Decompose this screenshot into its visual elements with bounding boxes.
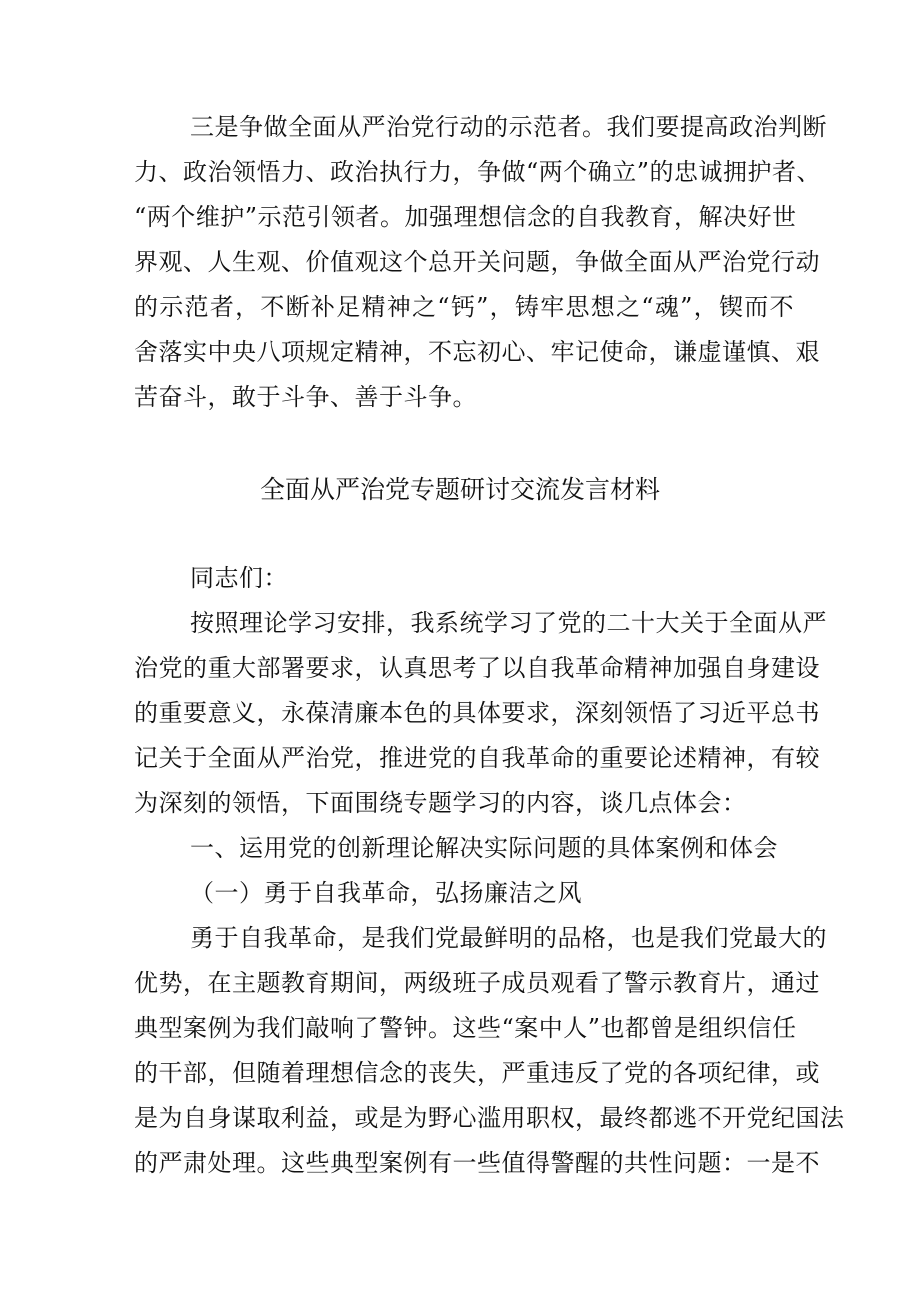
paragraph-2-line-5: 为深刻的领悟，下面围绕专题学习的内容，谈几点体会： [134,789,747,817]
paragraph-3-line-1: 勇于自我革命，是我们党最鲜明的品格，也是我们党最大的 [190,924,827,952]
paragraph-3-line-5: 是为自身谋取利益，或是为野心滥用职权，最终都逃不开党纪国法 [134,1104,845,1132]
paragraph-2-line-1: 按照理论学习安排，我系统学习了党的二十大关于全面从严 [190,609,827,637]
paragraph-1-line-1: 三是争做全面从严治党行动的示范者。我们要提高政治判断 [190,113,827,141]
paragraph-1-line-3: “两个维护”示范引领者。加强理想信念的自我教育，解决好世 [134,203,797,231]
document-title: 全面从严治党专题研讨交流发言材料 [259,475,660,504]
paragraph-2-line-2: 治党的重大部署要求，认真思考了以自我革命精神加强自身建设 [134,654,820,682]
paragraph-1-line-5: 的示范者，不断补足精神之“钙”，铸牢思想之“魂”，锲而不 [134,293,794,321]
paragraph-3-line-6: 的严肃处理。这些典型案例有一些值得警醒的共性问题：一是不 [134,1149,820,1177]
subsection-heading-1: （一）勇于自我革命，弘扬廉洁之风 [190,879,582,907]
paragraph-3-line-2: 优势，在主题教育期间，两级班子成员观看了警示教育片，通过 [134,969,820,997]
paragraph-2-line-3: 的重要意义，永葆清廉本色的具体要求，深刻领悟了习近平总书 [134,699,820,727]
salutation: 同志们： [190,564,288,592]
paragraph-1-line-2: 力、政治领悟力、政治执行力，争做“两个确立”的忠诚拥护者、 [134,158,822,186]
paragraph-2-line-4: 记关于全面从严治党，推进党的自我革命的重要论述精神，有较 [134,744,820,772]
section-heading-1: 一、运用党的创新理论解决实际问题的具体案例和体会 [190,834,778,862]
paragraph-3-line-4: 的干部，但随着理想信念的丧失，严重违反了党的各项纪律，或 [134,1059,820,1087]
paragraph-1-line-6: 舍落实中央八项规定精神，不忘初心、牢记使命，谦虚谨慎、艰 [134,338,820,366]
paragraph-3-line-3: 典型案例为我们敲响了警钟。这些“案中人”也都曾是组织信任 [134,1014,797,1042]
paragraph-1-line-7: 苦奋斗，敢于斗争、善于斗争。 [134,383,477,411]
paragraph-1-line-4: 界观、人生观、价值观这个总开关问题，争做全面从严治党行动 [134,248,820,276]
